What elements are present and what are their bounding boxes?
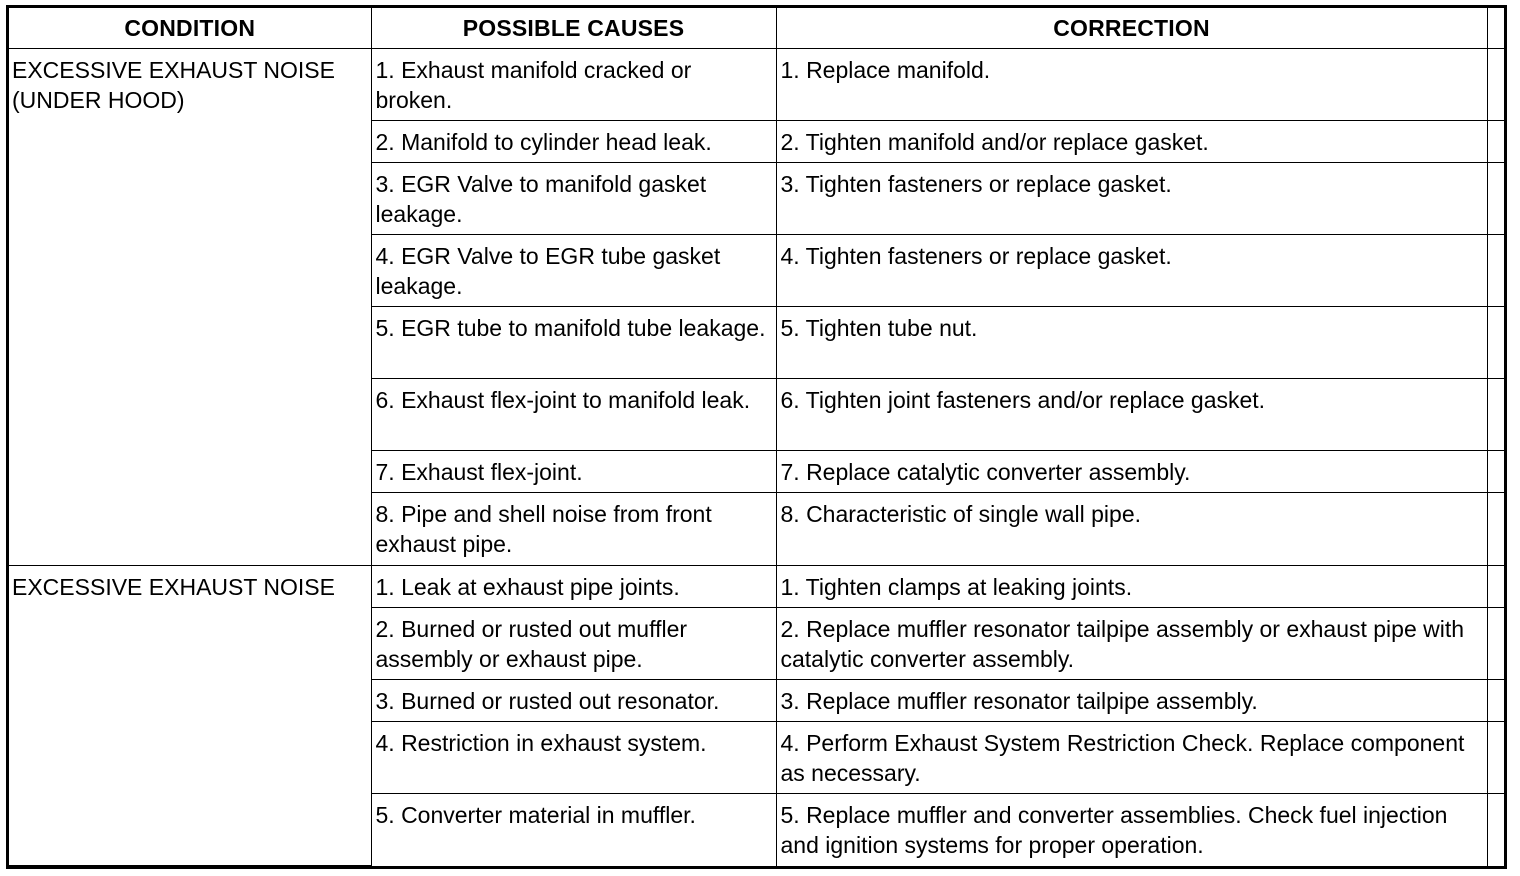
cause-cell: 4. Restriction in exhaust system.: [371, 721, 776, 793]
correction-cell: 3. Replace muffler resonator tailpipe assembly.: [776, 679, 1487, 721]
spacer-cell: [1487, 793, 1504, 865]
table-row: [9, 49, 1504, 121]
cause-cell: 5. Converter material in muffler.: [371, 793, 776, 865]
header-possible-causes: POSSIBLE CAUSES: [371, 8, 776, 49]
cause-cell: 3. Burned or rusted out resonator.: [371, 679, 776, 721]
header-row: [9, 8, 1504, 49]
troubleshooting-table-frame: [6, 5, 1507, 869]
header-spacer: [1487, 8, 1504, 49]
cause-cell: 2. Burned or rusted out muffler assembly or exhaust pipe.: [371, 607, 776, 679]
spacer-cell: [1487, 679, 1504, 721]
table-row: [9, 565, 1504, 607]
spacer-cell: [1487, 163, 1504, 235]
spacer-cell: [1487, 451, 1504, 493]
header-condition: CONDITION: [9, 8, 371, 49]
cause-cell: 2. Manifold to cylinder head leak.: [371, 121, 776, 163]
spacer-cell: [1487, 121, 1504, 163]
spacer-cell: [1487, 493, 1504, 565]
spacer-cell: [1487, 379, 1504, 451]
correction-cell: 8. Characteristic of single wall pipe.: [776, 493, 1487, 565]
spacer-cell: [1487, 307, 1504, 379]
correction-cell: 1. Replace manifold.: [776, 49, 1487, 121]
cause-cell: 8. Pipe and shell noise from front exhaust pipe.: [371, 493, 776, 565]
correction-cell: 1. Tighten clamps at leaking joints.: [776, 565, 1487, 607]
cause-cell: 7. Exhaust flex-joint.: [371, 451, 776, 493]
header-correction: CORRECTION: [776, 8, 1487, 49]
correction-cell: 3. Tighten fasteners or replace gasket.: [776, 163, 1487, 235]
cause-cell: 6. Exhaust flex-joint to manifold leak.: [371, 379, 776, 451]
correction-cell: 4. Perform Exhaust System Restriction Check. Replace component as necessary.: [776, 721, 1487, 793]
cause-cell: 1. Exhaust manifold cracked or broken.: [371, 49, 776, 121]
condition-cell: EXCESSIVE EXHAUST NOISE: [9, 565, 371, 865]
spacer-cell: [1487, 49, 1504, 121]
correction-cell: 4. Tighten fasteners or replace gasket.: [776, 235, 1487, 307]
cause-cell: 4. EGR Valve to EGR tube gasket leakage.: [371, 235, 776, 307]
spacer-cell: [1487, 235, 1504, 307]
cause-cell: 5. EGR tube to manifold tube leakage.: [371, 307, 776, 379]
correction-cell: 5. Replace muffler and converter assemblies. Check fuel injection and ignition systems for proper operation.: [776, 793, 1487, 865]
spacer-cell: [1487, 565, 1504, 607]
cause-cell: 1. Leak at exhaust pipe joints.: [371, 565, 776, 607]
condition-cell: EXCESSIVE EXHAUST NOISE (UNDER HOOD): [9, 49, 371, 566]
spacer-cell: [1487, 607, 1504, 679]
correction-cell: 6. Tighten joint fasteners and/or replace gasket.: [776, 379, 1487, 451]
cause-cell: 3. EGR Valve to manifold gasket leakage.: [371, 163, 776, 235]
correction-cell: 7. Replace catalytic converter assembly.: [776, 451, 1487, 493]
spacer-cell: [1487, 721, 1504, 793]
correction-cell: 5. Tighten tube nut.: [776, 307, 1487, 379]
troubleshooting-table: [9, 8, 1504, 866]
correction-cell: 2. Tighten manifold and/or replace gasket.: [776, 121, 1487, 163]
correction-cell: 2. Replace muffler resonator tailpipe assembly or exhaust pipe with catalytic converter assembly.: [776, 607, 1487, 679]
